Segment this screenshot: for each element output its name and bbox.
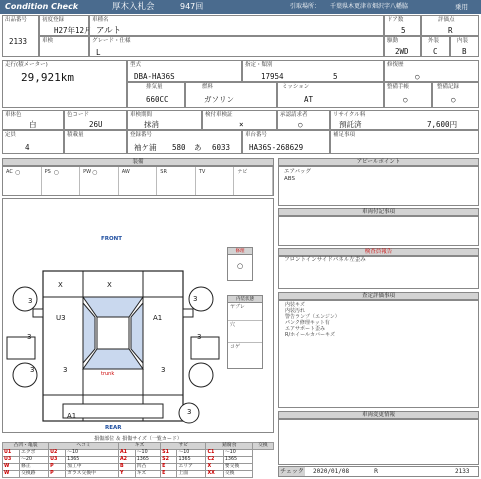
damage-mark: 3 [187,408,192,416]
details-title: 査定評価事項 [278,292,479,300]
appeal-title: アピールポイント [278,158,479,166]
equipment-code: ナビ [237,169,248,175]
details-line: エアサポート歪み [285,326,326,332]
spec-label: 指定・類別 [245,62,273,68]
capacity-label: 積載量 [67,132,84,138]
repair-box-title: 修理 [228,248,252,255]
damage-mark: U3 [56,314,66,322]
drive-value: 2WD [395,47,409,56]
header-bar [0,0,481,14]
legend-cell: B [118,464,135,471]
model-label: 型式 [130,62,142,68]
legend-cell: 1365 [223,457,252,464]
seats-cell [2,130,64,154]
damage-mark: A1 [67,412,77,420]
mission-cell [277,82,384,108]
warranty-value: × [239,120,244,129]
displacement-label: 排気量 [146,84,163,90]
inspection-label: 車検 [42,38,54,44]
damage-legend [2,436,274,478]
interior-box [227,295,263,369]
legend-cell: 〜10 [135,450,160,457]
owner-label: 承認請求者 [280,112,308,118]
details-line: 内装キズ [285,302,305,308]
legend-header: 錆腐食 [206,443,252,450]
equipment-item [3,167,42,195]
equipment-mark: ○ [92,169,98,176]
int-value: B [462,47,467,56]
rear-label: REAR [105,425,122,431]
fuel-cell [185,82,277,108]
damage-mark: 3 [193,295,198,303]
pickup-label: 引取場所： [290,3,321,10]
manual-cell [384,82,432,108]
warranty-label: 検付車検証 [205,112,233,118]
legend-cell: 1365 [177,457,206,464]
regno-label: 登録番号 [130,132,153,138]
recycle-fee: 7,600円 [427,120,458,129]
legend-header: ヘコミ [49,443,119,450]
legend-cell: C2 [206,457,223,464]
color-label: 車体色 [5,112,22,118]
repair-box [227,247,253,281]
legend-title: 損傷部位 ＆ 損傷サイズ（一覧カード） [94,436,182,442]
legend-cell: E [161,464,177,471]
first-reg-value: H27年12月 [54,26,92,35]
doors-cell [384,15,421,36]
equipment-code: AW [121,169,130,175]
score-label: 評価点 [438,17,455,23]
ext-cell [421,36,450,57]
equipment-item [80,167,119,195]
damage-mark: A1 [153,314,163,322]
first-reg-cell [39,15,92,36]
pickup-location: 千葉県木更津市畑沢字八幡脇 [330,3,409,10]
drive-label: 駆動 [387,38,399,44]
inspector-note-line: フロントインサイドパネル左歪み [284,257,366,263]
legend-cell: キズ [135,471,160,478]
class-number: 5 [333,72,338,81]
period-cell [127,110,202,130]
session-number: 947回 [180,2,204,11]
legend-cell: S2 [161,457,177,464]
reg-class: 580 [172,143,186,152]
spec-number: 17954 [261,72,284,81]
reg-number: 6033 [212,143,231,152]
legend-cell: 〜10 [177,450,206,457]
legend-cell: S1 [161,450,177,457]
change-info-panel [278,419,479,465]
inspector-score: R [374,468,379,475]
equipment-panel [2,166,274,196]
equipment-item [119,167,158,195]
damage-mark: 3 [28,297,33,305]
record-value: ○ [451,95,456,104]
legend-cell: 〜20 [20,457,49,464]
legend-cell: C1 [206,450,223,457]
legend-cell: 上面 [177,471,206,478]
inspector-notes-title: 検査員報告 [278,248,479,256]
equipment-code: SR [160,169,167,175]
spec-cell [242,60,384,82]
legend-header: サビ [161,443,206,450]
header-title: Condition Check [5,2,79,11]
ext-label: 外装 [428,38,440,44]
chassis-number: HA36S-268629 [249,143,304,152]
details-line: 内装汚れ [285,308,306,314]
manual-value: ○ [403,95,408,104]
history-value: ○ [415,72,420,81]
recycle-state: 預託済 [339,120,362,129]
appeal-panel [278,166,479,206]
legend-header: 交換 [252,443,273,450]
equipment-item [196,167,235,195]
regno-cell [127,130,242,154]
legend-cell: 修正 [20,464,49,471]
details-panel [278,300,479,408]
equipment-code: PS [44,169,51,175]
car-name-cell [89,15,384,36]
reg-area: 袖ケ浦 [134,143,157,152]
ext-value: C [433,47,438,56]
damage-mark: 3 [63,366,68,374]
grade-label: グレード・仕様 [92,38,131,44]
history-label: 修復歴 [387,62,404,68]
equipment-code: TV [198,169,206,175]
legend-cell: 凹凸 [135,464,160,471]
details-line: 警告ランプ（エンジン） [285,314,340,320]
legend-cell: 要交換 [223,464,252,471]
legend-cell: A1 [118,450,135,457]
equipment-title: 装備 [2,158,274,166]
odo-label: 走行(積メーター) [5,62,48,68]
drive-cell [384,36,421,57]
owner-value: ○ [298,120,303,129]
seats-value: 4 [25,143,30,152]
car-name: アルト [96,26,122,36]
inspector-notes-panel [278,256,479,289]
fuel-label: 燃料 [202,84,214,90]
lot-cell [2,15,39,57]
score-value: R [448,26,453,35]
damage-diagram [2,198,274,433]
equipment-mark: ○ [15,169,21,176]
inspector-label: チェック [280,468,304,475]
recycle-cell [330,110,479,130]
lot-label: 出品番号 [5,17,28,23]
doors-value: 5 [401,26,406,35]
displacement-cell [127,82,185,108]
seats-label: 定員 [5,132,17,138]
record-cell [432,82,479,108]
front-label: FRONT [101,236,123,242]
trunk-label: trunk [101,371,115,377]
repair-mark: ○ [237,262,244,270]
car-name-label: 車種名 [92,17,109,23]
details-line: パンク修理キット有 [285,320,330,326]
legend-cell: ガラス交換中 [66,471,119,478]
warranty-cell [202,110,277,130]
legend-cell: XX [206,471,223,478]
legend-cell: 1365 [66,457,119,464]
model-value: DBA-HA36S [134,72,175,81]
car-notes-title: 車両付記事項 [278,208,479,216]
reg-kana: あ [194,143,202,152]
history-cell [384,60,479,82]
damage-mark: X [107,281,112,289]
equipment-item [157,167,196,195]
fuel-value: ガソリン [204,95,234,104]
odo-cell [2,60,127,108]
grade-value: L [96,48,101,57]
legend-cell: 〜10 [223,450,252,457]
legend-cell: エクボ [20,450,49,457]
inspector-lot: 2133 [455,468,470,475]
usage-type: 乗用 [455,3,468,11]
legend-cell: 〜10 [66,450,119,457]
color-value: 白 [29,120,37,129]
chassis-cell [242,130,330,154]
legend-cell: U3 [3,457,20,464]
record-label: 整備記録 [437,84,460,90]
car-notes-panel [278,216,479,246]
details-line: R/ホイールカバーキズ [285,332,335,338]
model-cell [127,60,242,82]
appeal-line-2: ABS [284,176,295,182]
int-label: 内装 [457,38,469,44]
interior-item: ヤブレ [230,304,245,310]
legend-cell: Y [118,471,135,478]
color-cell [2,110,64,130]
legend-header: キズ [118,443,160,450]
damage-mark: X [58,281,63,289]
score-cell [421,15,479,36]
manual-label: 整備手帳 [387,84,410,90]
legend-cell: W [3,471,20,478]
legend-cell: 加工中 [66,464,119,471]
inspection-date: 2020/01/08 [313,468,350,475]
period-label: 車検期間 [130,112,153,118]
damage-mark: 3 [161,366,166,374]
legend-cell: 交換跡 [20,471,49,478]
mission-value: AT [304,95,314,104]
equipment-mark: ○ [53,169,59,176]
color-code-label: 色コード [67,112,90,118]
chassis-label: 車台番号 [245,132,268,138]
interior-box-title: 内装状態 [228,296,262,303]
period-value: 抹消 [144,120,159,129]
legend-cell: X [206,464,223,471]
capacity-cell [64,130,127,154]
damage-mark: 3 [27,333,32,341]
legend-table [2,442,274,478]
legend-cell: エリア [177,464,206,471]
equipment-item [234,167,273,195]
legend-cell: 1365 [135,457,160,464]
legend-cell: U2 [49,450,66,457]
first-reg-label: 初度登録 [42,17,65,23]
legend-cell: P [49,471,66,478]
interior-item: 穴 [230,322,236,328]
grade-cell [89,36,384,57]
recycle-label: リサイクル料 [333,112,366,118]
legend-cell: W [3,464,20,471]
legend-header: 凸凹・亀裂 [3,443,49,450]
color-code-cell [64,110,127,130]
annot-label: 補足事項 [333,132,356,138]
owner-cell [277,110,330,130]
color-code-value: 26U [89,120,103,129]
inspector-footer [278,466,479,477]
equipment-code: PW [83,169,92,175]
appeal-line-1: エアバッグ [284,169,312,175]
change-info-title: 車両変更情報 [278,411,479,419]
equipment-code: AC [6,169,13,175]
odometer-value: 29,921km [21,71,74,84]
equipment-item [42,167,81,195]
annot-cell [330,130,479,154]
inspection-cell [39,36,89,57]
legend-cell: 交換 [223,471,252,478]
mission-label: ミッション [282,84,310,90]
lot-number: 2133 [9,37,28,46]
damage-mark: 3 [197,333,202,341]
int-cell [450,36,479,57]
damage-mark: 3 [30,366,35,374]
doors-label: ドア数 [387,17,404,23]
legend-cell: U1 [3,450,20,457]
legend-cell: E [161,471,177,478]
legend-cell: U3 [49,457,66,464]
auction-name: 厚木入札会 [112,2,155,12]
legend-cell: A2 [118,457,135,464]
legend-cell: P [49,464,66,471]
displacement-value: 660CC [146,95,169,104]
interior-item: コゲ [230,344,241,350]
